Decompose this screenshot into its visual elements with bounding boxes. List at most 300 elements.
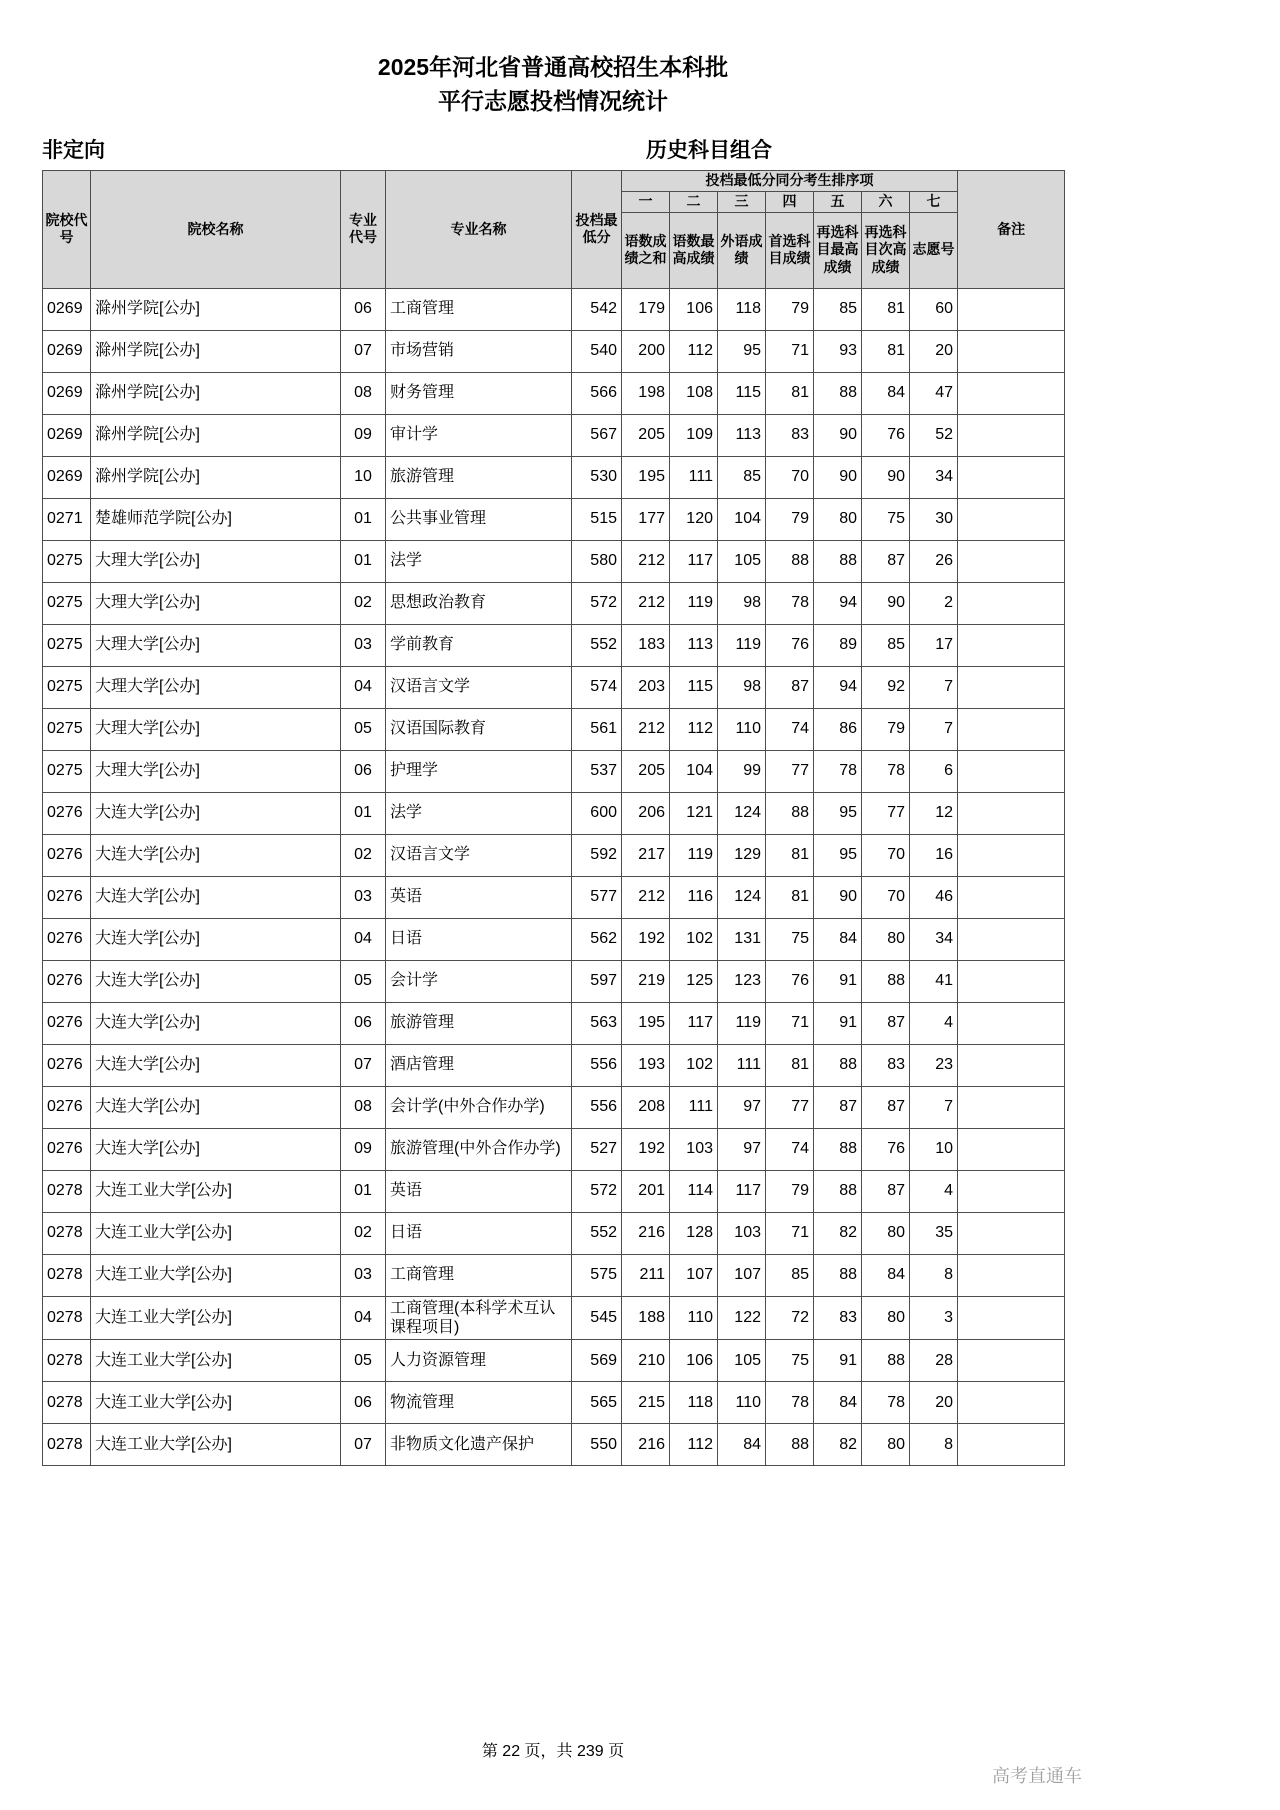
header-tiebreak-item-2: 语数最高成绩 [670,212,718,288]
cell-tiebreak-4: 81 [766,372,814,414]
header-tiebreak-item-3: 外语成绩 [718,212,766,288]
table-row [43,960,1065,1002]
cell-major-name: 旅游管理(中外合作办学) [386,1128,572,1170]
cell-min-score: 552 [572,1212,622,1254]
cell-tiebreak-6: 76 [862,414,910,456]
cell-tiebreak-7: 8 [910,1423,958,1465]
cell-school-name: 楚雄师范学院[公办] [91,498,341,540]
cell-major-name: 工商管理 [386,288,572,330]
cell-school-name: 大理大学[公办] [91,624,341,666]
cell-major-code: 06 [341,1381,386,1423]
cell-tiebreak-4: 87 [766,666,814,708]
cell-tiebreak-1: 192 [622,918,670,960]
cell-tiebreak-7: 12 [910,792,958,834]
cell-tiebreak-1: 195 [622,1002,670,1044]
cell-tiebreak-6: 90 [862,456,910,498]
cell-tiebreak-3: 119 [718,624,766,666]
table-row [43,708,1065,750]
cell-tiebreak-1: 212 [622,876,670,918]
cell-school-name: 大理大学[公办] [91,582,341,624]
cell-tiebreak-5: 83 [814,1296,862,1339]
cell-remark [958,1296,1065,1339]
table-row [43,1128,1065,1170]
cell-school-name: 大连工业大学[公办] [91,1296,341,1339]
cell-tiebreak-5: 91 [814,1002,862,1044]
header-major-code: 专业代号 [341,171,386,289]
cell-tiebreak-6: 80 [862,1423,910,1465]
cell-min-score: 542 [572,288,622,330]
header-tiebreak-group: 投档最低分同分考生排序项 [622,171,958,192]
cell-school-name: 大理大学[公办] [91,540,341,582]
header-tiebreak-item-7: 志愿号 [910,212,958,288]
cell-tiebreak-4: 71 [766,330,814,372]
cell-tiebreak-5: 84 [814,1381,862,1423]
cell-major-code: 02 [341,582,386,624]
cell-school-code: 0269 [43,330,91,372]
cell-tiebreak-1: 211 [622,1254,670,1296]
cell-tiebreak-5: 86 [814,708,862,750]
cell-tiebreak-3: 85 [718,456,766,498]
cell-tiebreak-2: 119 [670,834,718,876]
cell-tiebreak-7: 60 [910,288,958,330]
cell-tiebreak-4: 75 [766,918,814,960]
table-row [43,456,1065,498]
cell-tiebreak-5: 82 [814,1212,862,1254]
cell-major-name: 非物质文化遗产保护 [386,1423,572,1465]
cell-major-code: 03 [341,1254,386,1296]
cell-tiebreak-5: 91 [814,960,862,1002]
cell-tiebreak-1: 212 [622,708,670,750]
header-major-name: 专业名称 [386,171,572,289]
cell-major-code: 04 [341,666,386,708]
cell-tiebreak-7: 7 [910,666,958,708]
cell-tiebreak-3: 84 [718,1423,766,1465]
cell-tiebreak-4: 79 [766,288,814,330]
table-row [43,1212,1065,1254]
cell-tiebreak-1: 198 [622,372,670,414]
cell-tiebreak-1: 177 [622,498,670,540]
cell-school-name: 滁州学院[公办] [91,414,341,456]
cell-major-code: 04 [341,918,386,960]
cell-major-code: 05 [341,960,386,1002]
label-nondirected: 非定向 [42,139,105,162]
cell-major-code: 02 [341,1212,386,1254]
cell-tiebreak-2: 103 [670,1128,718,1170]
cell-tiebreak-4: 76 [766,624,814,666]
cell-tiebreak-2: 111 [670,456,718,498]
cell-school-code: 0275 [43,708,91,750]
cell-tiebreak-7: 7 [910,708,958,750]
cell-min-score: 556 [572,1086,622,1128]
table-row [43,1381,1065,1423]
cell-major-code: 07 [341,330,386,372]
cell-min-score: 575 [572,1254,622,1296]
cell-tiebreak-1: 215 [622,1381,670,1423]
cell-tiebreak-4: 78 [766,1381,814,1423]
cell-tiebreak-1: 203 [622,666,670,708]
cell-school-name: 滁州学院[公办] [91,330,341,372]
cell-tiebreak-4: 81 [766,1044,814,1086]
cell-tiebreak-4: 77 [766,750,814,792]
cell-remark [958,372,1065,414]
cell-major-name: 会计学(中外合作办学) [386,1086,572,1128]
cell-tiebreak-5: 84 [814,918,862,960]
cell-tiebreak-5: 90 [814,414,862,456]
table-row [43,666,1065,708]
cell-tiebreak-5: 93 [814,330,862,372]
cell-school-code: 0278 [43,1296,91,1339]
cell-min-score: 580 [572,540,622,582]
cell-tiebreak-6: 85 [862,624,910,666]
cell-major-name: 财务管理 [386,372,572,414]
cell-tiebreak-7: 46 [910,876,958,918]
cell-school-code: 0275 [43,582,91,624]
cell-major-name: 人力资源管理 [386,1339,572,1381]
cell-tiebreak-2: 114 [670,1170,718,1212]
cell-remark [958,1254,1065,1296]
cell-school-name: 大理大学[公办] [91,750,341,792]
cell-tiebreak-3: 97 [718,1128,766,1170]
cell-tiebreak-3: 103 [718,1212,766,1254]
cell-school-name: 大连工业大学[公办] [91,1339,341,1381]
cell-tiebreak-4: 83 [766,414,814,456]
cell-tiebreak-5: 85 [814,288,862,330]
cell-tiebreak-5: 88 [814,1044,862,1086]
cell-school-code: 0276 [43,960,91,1002]
cell-tiebreak-1: 208 [622,1086,670,1128]
cell-tiebreak-7: 35 [910,1212,958,1254]
cell-tiebreak-7: 3 [910,1296,958,1339]
cell-major-name: 汉语言文学 [386,834,572,876]
cell-tiebreak-7: 47 [910,372,958,414]
cell-school-code: 0269 [43,288,91,330]
cell-major-code: 06 [341,1002,386,1044]
cell-tiebreak-7: 34 [910,456,958,498]
cell-tiebreak-3: 124 [718,792,766,834]
cell-tiebreak-1: 192 [622,1128,670,1170]
cell-tiebreak-2: 112 [670,708,718,750]
cell-remark [958,414,1065,456]
cell-school-name: 大连大学[公办] [91,1044,341,1086]
cell-min-score: 597 [572,960,622,1002]
cell-tiebreak-7: 30 [910,498,958,540]
cell-tiebreak-6: 77 [862,792,910,834]
cell-school-name: 滁州学院[公办] [91,456,341,498]
cell-min-score: 572 [572,1170,622,1212]
cell-min-score: 545 [572,1296,622,1339]
cell-tiebreak-5: 88 [814,540,862,582]
cell-tiebreak-2: 118 [670,1381,718,1423]
cell-remark [958,1002,1065,1044]
cell-major-name: 旅游管理 [386,456,572,498]
cell-major-name: 工商管理(本科学术互认课程项目) [386,1296,572,1339]
cell-school-code: 0276 [43,834,91,876]
cell-tiebreak-2: 102 [670,918,718,960]
cell-tiebreak-2: 112 [670,330,718,372]
header-tiebreak-item-4: 首选科目成绩 [766,212,814,288]
cell-tiebreak-6: 80 [862,1212,910,1254]
cell-major-name: 物流管理 [386,1381,572,1423]
cell-tiebreak-7: 6 [910,750,958,792]
cell-major-name: 酒店管理 [386,1044,572,1086]
cell-tiebreak-1: 188 [622,1296,670,1339]
cell-school-code: 0275 [43,624,91,666]
header-tiebreak-item-5: 再选科目最高成绩 [814,212,862,288]
cell-tiebreak-2: 106 [670,288,718,330]
cell-tiebreak-2: 102 [670,1044,718,1086]
cell-tiebreak-1: 205 [622,750,670,792]
cell-remark [958,1212,1065,1254]
cell-major-name: 英语 [386,1170,572,1212]
cell-remark [958,1423,1065,1465]
cell-remark [958,1381,1065,1423]
cell-school-code: 0269 [43,456,91,498]
cell-tiebreak-1: 205 [622,414,670,456]
header-school-code: 院校代号 [43,171,91,289]
cell-school-name: 大连大学[公办] [91,792,341,834]
cell-tiebreak-5: 95 [814,792,862,834]
table-row [43,1296,1065,1339]
cell-school-name: 大理大学[公办] [91,666,341,708]
label-subject-combo: 历史科目组合 [646,139,772,162]
cell-tiebreak-3: 113 [718,414,766,456]
cell-school-code: 0275 [43,540,91,582]
cell-tiebreak-5: 88 [814,372,862,414]
header-remark: 备注 [958,171,1065,289]
cell-school-name: 大连大学[公办] [91,1086,341,1128]
header-tiebreak-item-1: 语数成绩之和 [622,212,670,288]
cell-tiebreak-6: 80 [862,1296,910,1339]
cell-remark [958,582,1065,624]
cell-school-name: 大连工业大学[公办] [91,1381,341,1423]
cell-tiebreak-5: 94 [814,582,862,624]
admission-stat-table [42,170,1065,1466]
table-row [43,330,1065,372]
cell-tiebreak-3: 119 [718,1002,766,1044]
table-row [43,624,1065,666]
cell-min-score: 552 [572,624,622,666]
cell-tiebreak-3: 123 [718,960,766,1002]
cell-major-code: 02 [341,834,386,876]
cell-tiebreak-4: 72 [766,1296,814,1339]
cell-school-code: 0275 [43,750,91,792]
cell-school-code: 0271 [43,498,91,540]
page-number: 第 22 页，共 239 页 [481,1742,625,1760]
table-row [43,498,1065,540]
cell-major-name: 法学 [386,540,572,582]
table-row [43,750,1065,792]
cell-tiebreak-7: 41 [910,960,958,1002]
admission-table-body [43,288,1065,1465]
cell-tiebreak-1: 210 [622,1339,670,1381]
cell-tiebreak-4: 71 [766,1212,814,1254]
cell-tiebreak-3: 122 [718,1296,766,1339]
watermark: 高考直通车 [992,1766,1082,1786]
cell-tiebreak-2: 107 [670,1254,718,1296]
table-row [43,834,1065,876]
cell-tiebreak-6: 88 [862,1339,910,1381]
cell-school-name: 大连大学[公办] [91,834,341,876]
cell-tiebreak-7: 10 [910,1128,958,1170]
cell-school-name: 滁州学院[公办] [91,372,341,414]
cell-tiebreak-7: 20 [910,1381,958,1423]
cell-major-name: 审计学 [386,414,572,456]
cell-major-name: 英语 [386,876,572,918]
cell-tiebreak-3: 99 [718,750,766,792]
cell-tiebreak-7: 52 [910,414,958,456]
cell-tiebreak-6: 70 [862,834,910,876]
cell-school-code: 0276 [43,1044,91,1086]
cell-remark [958,1170,1065,1212]
cell-tiebreak-2: 120 [670,498,718,540]
cell-school-code: 0278 [43,1254,91,1296]
cell-tiebreak-2: 110 [670,1296,718,1339]
cell-major-code: 10 [341,456,386,498]
cell-min-score: 537 [572,750,622,792]
cell-tiebreak-4: 81 [766,876,814,918]
cell-tiebreak-6: 75 [862,498,910,540]
header-ordinal-3: 三 [718,191,766,212]
cell-tiebreak-2: 117 [670,540,718,582]
cell-min-score: 556 [572,1044,622,1086]
cell-school-code: 0276 [43,918,91,960]
cell-tiebreak-5: 95 [814,834,862,876]
header-school-name: 院校名称 [91,171,341,289]
table-row [43,1044,1065,1086]
cell-tiebreak-1: 193 [622,1044,670,1086]
cell-tiebreak-6: 78 [862,1381,910,1423]
cell-tiebreak-4: 71 [766,1002,814,1044]
cell-major-code: 06 [341,288,386,330]
cell-tiebreak-6: 84 [862,1254,910,1296]
cell-tiebreak-2: 119 [670,582,718,624]
cell-tiebreak-6: 80 [862,918,910,960]
cell-tiebreak-2: 121 [670,792,718,834]
cell-tiebreak-3: 105 [718,1339,766,1381]
cell-remark [958,1128,1065,1170]
cell-tiebreak-3: 98 [718,666,766,708]
cell-school-code: 0276 [43,876,91,918]
cell-tiebreak-1: 195 [622,456,670,498]
cell-tiebreak-5: 87 [814,1086,862,1128]
cell-tiebreak-6: 81 [862,330,910,372]
cell-tiebreak-3: 131 [718,918,766,960]
table-row [43,540,1065,582]
cell-tiebreak-2: 117 [670,1002,718,1044]
cell-tiebreak-6: 88 [862,960,910,1002]
cell-tiebreak-6: 87 [862,540,910,582]
cell-tiebreak-7: 7 [910,1086,958,1128]
cell-remark [958,918,1065,960]
cell-school-name: 大连大学[公办] [91,1128,341,1170]
cell-school-code: 0278 [43,1212,91,1254]
cell-remark [958,792,1065,834]
cell-tiebreak-4: 88 [766,1423,814,1465]
cell-tiebreak-3: 115 [718,372,766,414]
cell-tiebreak-6: 81 [862,288,910,330]
cell-tiebreak-3: 104 [718,498,766,540]
cell-major-code: 08 [341,1086,386,1128]
cell-tiebreak-5: 88 [814,1128,862,1170]
cell-major-name: 思想政治教育 [386,582,572,624]
table-row [43,1086,1065,1128]
table-row [43,1339,1065,1381]
cell-tiebreak-1: 217 [622,834,670,876]
cell-school-code: 0278 [43,1339,91,1381]
cell-school-code: 0276 [43,1002,91,1044]
cell-tiebreak-5: 80 [814,498,862,540]
cell-tiebreak-6: 79 [862,708,910,750]
cell-min-score: 527 [572,1128,622,1170]
cell-tiebreak-3: 105 [718,540,766,582]
cell-major-name: 日语 [386,918,572,960]
header-ordinal-7: 七 [910,191,958,212]
cell-tiebreak-6: 92 [862,666,910,708]
cell-tiebreak-4: 81 [766,834,814,876]
cell-school-name: 大连工业大学[公办] [91,1212,341,1254]
cell-school-code: 0275 [43,666,91,708]
cell-school-code: 0269 [43,414,91,456]
cell-major-name: 护理学 [386,750,572,792]
cell-tiebreak-4: 88 [766,540,814,582]
cell-remark [958,834,1065,876]
table-row [43,1170,1065,1212]
header-ordinal-1: 一 [622,191,670,212]
page-title-line2: 平行志愿投档情况统计 [438,88,668,114]
cell-major-code: 08 [341,372,386,414]
cell-tiebreak-4: 74 [766,708,814,750]
cell-tiebreak-3: 124 [718,876,766,918]
cell-remark [958,540,1065,582]
cell-min-score: 569 [572,1339,622,1381]
cell-tiebreak-6: 87 [862,1086,910,1128]
cell-tiebreak-6: 90 [862,582,910,624]
cell-major-code: 05 [341,1339,386,1381]
cell-tiebreak-3: 111 [718,1044,766,1086]
cell-tiebreak-7: 4 [910,1002,958,1044]
cell-tiebreak-1: 206 [622,792,670,834]
cell-tiebreak-6: 83 [862,1044,910,1086]
cell-tiebreak-3: 97 [718,1086,766,1128]
page-title [42,0,1064,118]
cell-min-score: 540 [572,330,622,372]
cell-school-code: 0278 [43,1423,91,1465]
table-head [43,171,1065,289]
header-ordinal-5: 五 [814,191,862,212]
table-row [43,1254,1065,1296]
cell-tiebreak-6: 70 [862,876,910,918]
cell-tiebreak-1: 212 [622,582,670,624]
cell-school-name: 大连工业大学[公办] [91,1423,341,1465]
cell-remark [958,876,1065,918]
cell-tiebreak-3: 95 [718,330,766,372]
cell-tiebreak-7: 28 [910,1339,958,1381]
cell-tiebreak-6: 76 [862,1128,910,1170]
cell-tiebreak-3: 110 [718,1381,766,1423]
cell-tiebreak-1: 200 [622,330,670,372]
table-row [43,372,1065,414]
cell-tiebreak-7: 23 [910,1044,958,1086]
cell-school-code: 0276 [43,1086,91,1128]
cell-tiebreak-7: 20 [910,330,958,372]
page-title-line1: 2025年河北省普通高校招生本科批 [377,54,729,80]
cell-tiebreak-1: 216 [622,1212,670,1254]
cell-tiebreak-4: 76 [766,960,814,1002]
header-row-group [43,171,1065,192]
cell-school-name: 大连工业大学[公办] [91,1170,341,1212]
cell-major-code: 06 [341,750,386,792]
header-ordinal-2: 二 [670,191,718,212]
